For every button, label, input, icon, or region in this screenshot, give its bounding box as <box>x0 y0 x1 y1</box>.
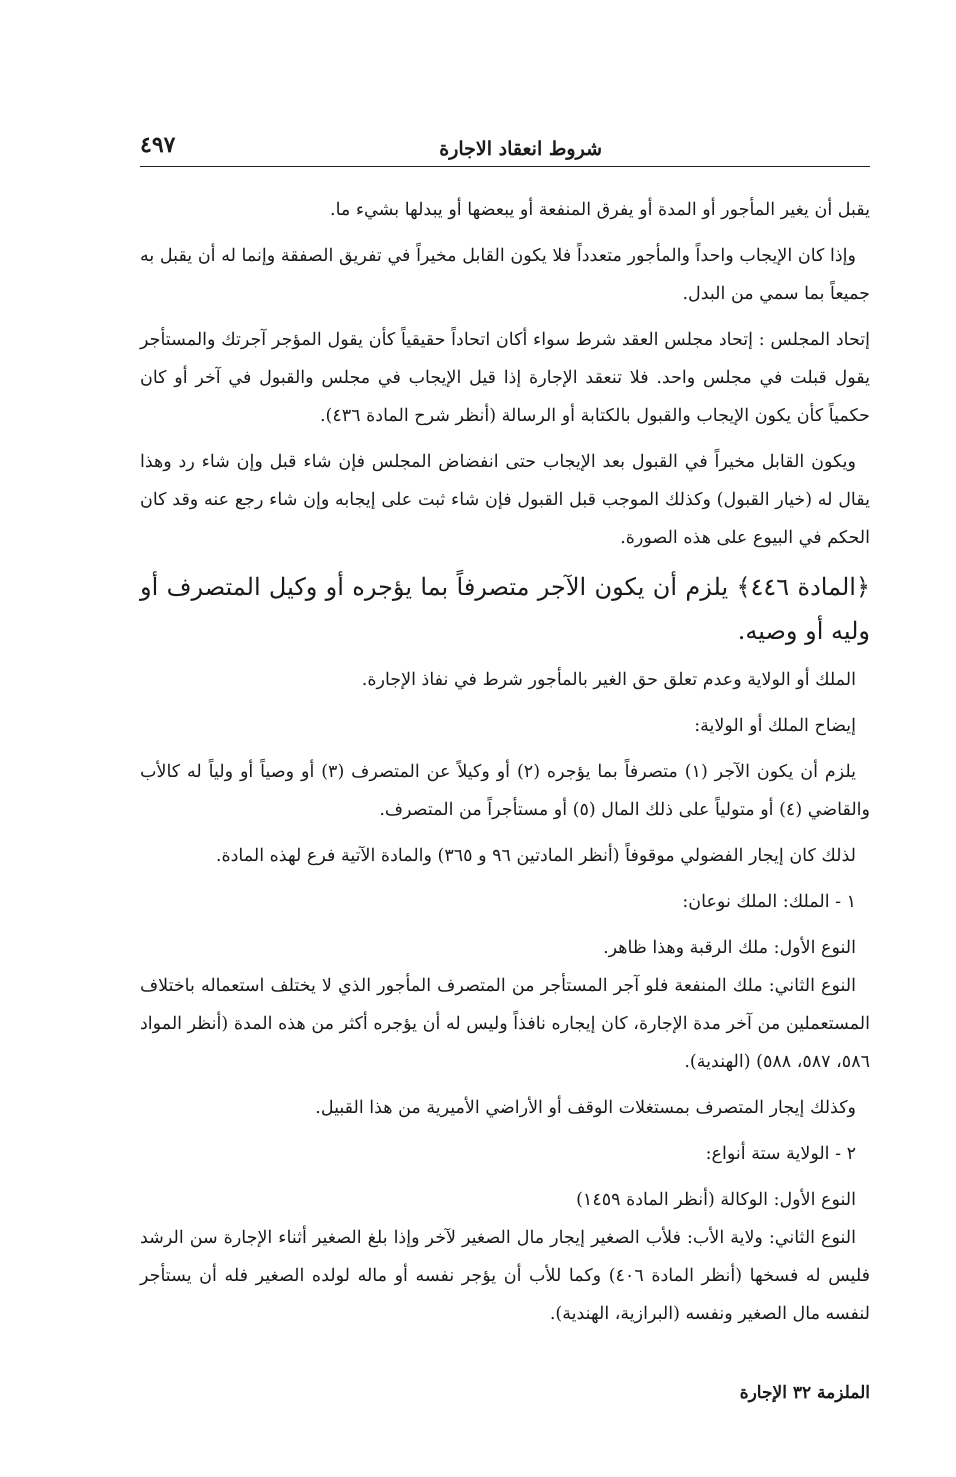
paragraph: يلزم أن يكون الآجر (١) متصرفاً بما يؤجره (٢) أو وكيلاً عن المتصرف (٣) أو وصياً أو ولياً له كالأب والقاضي (٤) أو متولياً على ذلك المال (٥) أو مستأجراً من المتصرف. <box>140 762 870 820</box>
article-heading: ﴿المادة ٤٤٦﴾ يلزم أن يكون الآجر متصرفاً بما يؤجره أو وكيل المتصرف أو وليه أو وصيه. <box>140 573 870 645</box>
paragraph: ويكون القابل مخيراً في القبول بعد الإيجاب حتى انفضاض المجلس فإن شاء قبل وإن شاء رد وهذا يقال له (خيار القبول) وكذلك الموجب قبل القبول فإن شاء ثبت على إيجابه وإن شاء رجع عنه وقد كان الحكم في البيوع على هذه الصورة. <box>140 452 870 548</box>
paragraph: يقبل أن يغير المأجور أو المدة أو يفرق المنفعة أو يبعضها أو يبدلها بشيء ما. <box>330 200 870 220</box>
paragraph: النوع الثاني: ولاية الأب: فلأب الصغير إيجار مال الصغير لآخر وإذا بلغ الصغير أثناء الإجارة سن الرشد فليس له فسخها (أنظر المادة ٤٠٦) وكما للأب أن يؤجر نفسه أو ماله لولده الصغير فله أن يستأجر لنفسه مال الصغير ونفسه (البرازية، الهندية). <box>140 1228 870 1324</box>
paragraph: النوع الأول: ملك الرقبة وهذا ظاهر. <box>603 938 856 958</box>
paragraph: لذلك كان إيجار الفضولي موقوفاً (أنظر المادتين ٩٦ و ٣٦٥) والمادة الآتية فرع لهذه المادة. <box>215 846 856 866</box>
paragraph: ٢ - الولاية ستة أنواع: <box>705 1144 856 1164</box>
running-title: شروط انعقاد الاجارة <box>439 138 602 160</box>
paragraph: ١ - الملك: الملك نوعان: <box>682 892 856 912</box>
paragraph: النوع الثاني: ملك المنفعة فلو آجر المستأجر من المتصرف المأجور الذي لا يختلف استعماله باختلاف المستعملين من آخر مدة الإجارة، كان إيجاره نافذاً وليس له أن يؤجره أكثر من هذه المدة (أنظر المواد ٥٨٦، ٥٨٧، ٥٨٨) (الهندية). <box>140 976 870 1072</box>
document-page <box>140 130 870 1341</box>
paragraph: وكذلك إيجار المتصرف بمستغلات الوقف أو الأراضي الأميرية من هذا القبيل. <box>315 1098 856 1118</box>
signature-footer: الملزمة ٣٢ الإجارة <box>739 1383 870 1403</box>
page-number: ٤٩٧ <box>140 132 176 158</box>
paragraph: إتحاد المجلس : إتحاد مجلس العقد شرط سواء أكان اتحاداً حقيقياً كأن يقول المؤجر آجرتك والمستأجر يقول قبلت في مجلس واحد. فلا تنعقد الإجارة إذا قيل الإيجاب في مجلس والقبول في آخر أو كان حكمياً كأن يكون الإيجاب والقبول بالكتابة أو الرسالة (أنظر شرح المادة ٤٣٦). <box>140 330 870 426</box>
paragraph: النوع الأول: الوكالة (أنظر المادة ١٤٥٩) <box>576 1190 856 1210</box>
page-header <box>140 130 870 167</box>
paragraph: الملك أو الولاية وعدم تعلق حق الغير بالمأجور شرط في نفاذ الإجارة. <box>361 670 856 690</box>
paragraph: إيضاح الملك أو الولاية: <box>694 716 856 736</box>
page-body <box>140 191 870 1333</box>
paragraph: وإذا كان الإيجاب واحداً والمأجور متعدداً فلا يكون القابل مخيراً في تفريق الصفقة وإنما له أن يقبل به جميعاً بما سمي من البدل. <box>140 246 870 304</box>
